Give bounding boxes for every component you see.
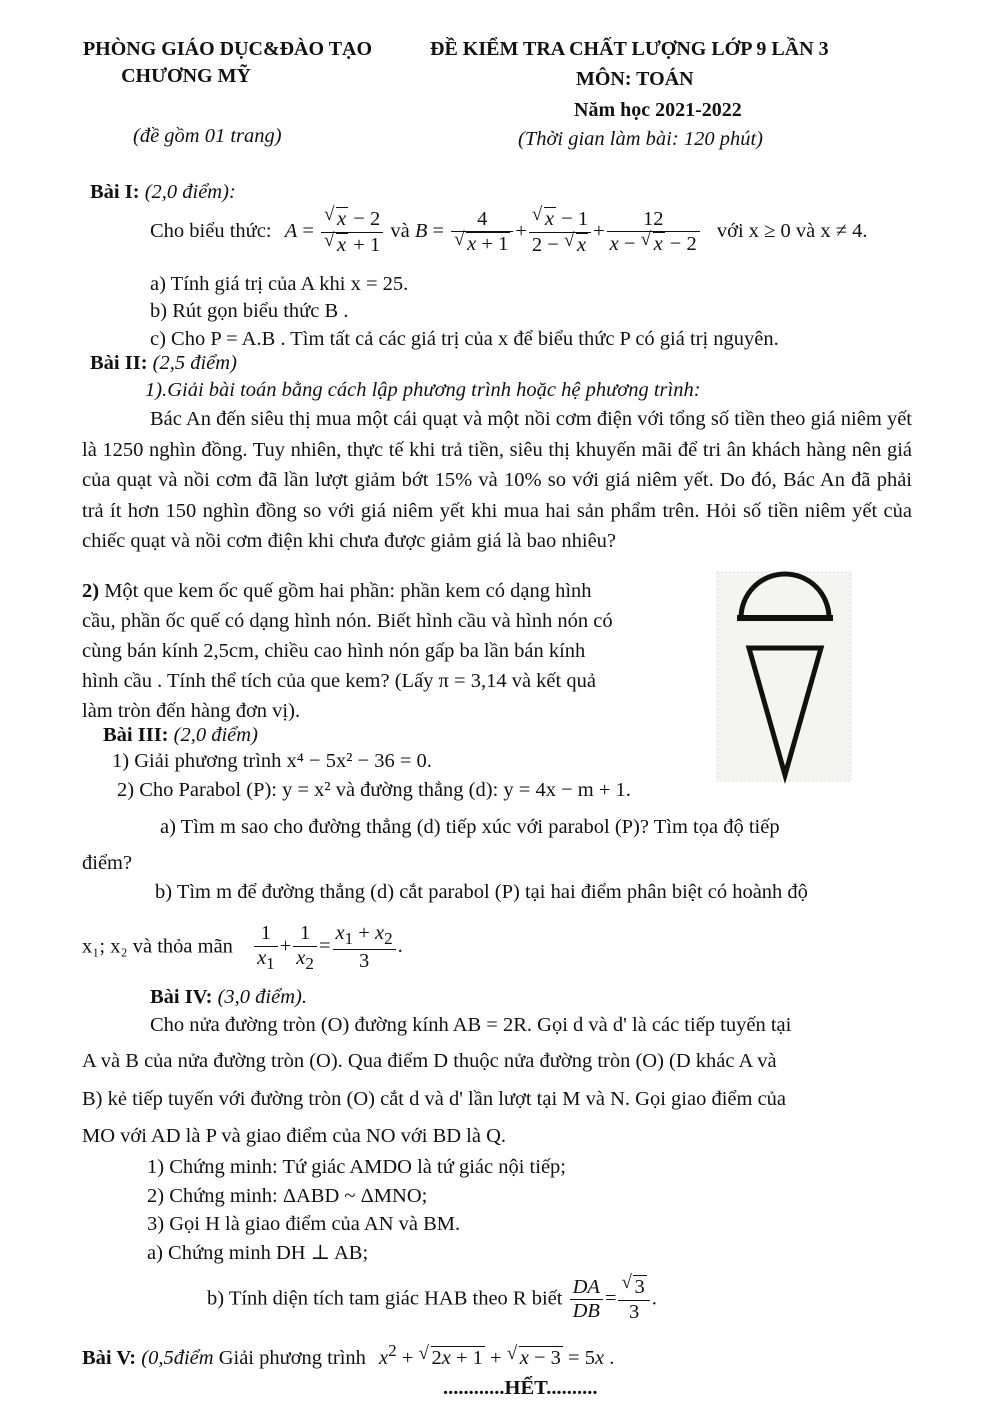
bai2-part2-line4: hình cầu . Tính thể tích của que kem? (Lấy π = 3,14 và kết quả	[82, 670, 596, 692]
bai4-q3: 3) Gọi H là giao điểm của AN và BM.	[147, 1213, 461, 1235]
bai3-qa-line1: a) Tìm m sao cho đường thẳng (d) tiếp xúc với parabol (P)? Tìm tọa độ tiếp	[160, 816, 780, 838]
bai3-points: (2,0 điểm)	[173, 724, 258, 746]
fraction-A: √ x − 2 √ x + 1	[321, 207, 383, 257]
bai1-intro: Cho biểu thức:	[150, 219, 272, 242]
bai1-and: và	[390, 219, 410, 242]
bai3-qa-line2: điểm?	[82, 852, 133, 874]
bai1-part-c: c) Cho P = A.B . Tìm tất cả các giá trị của x để biểu thức P có giá trị nguyên.	[150, 328, 779, 350]
bai1-part-a: a) Tính giá trị của A khi x = 25.	[150, 273, 409, 295]
bai4-points: (3,0 điểm).	[217, 986, 307, 1008]
page-count-note: (đề gồm 01 trang)	[133, 125, 282, 147]
bai2-part2-line2: cầu, phần ốc quế có dạng hình nón. Biết hình cầu và hình nón có	[82, 610, 613, 632]
bai2-part2-line1: Một que kem ốc quế gồm hai phần: phần kem có dạng hình	[104, 580, 592, 602]
bai5-equation: $x^2$ + √ 2x + 1 + √ x − 3 = 5x .	[379, 1347, 614, 1369]
bai4-line4: MO với AD là P và giao điểm của NO với BD là Q.	[82, 1125, 507, 1147]
bai4-qb: b) Tính diện tích tam giác HAB theo R biết $\frac{DA}{DB}$ = √ $\frac{3}{3}$ .	[207, 1275, 657, 1324]
bai3-qb-line1: b) Tìm m để đường thẳng (d) cắt parabol (P) tại hai điểm phân biệt có hoành độ	[155, 881, 808, 903]
bai1-part-b: b) Rút gọn biểu thức B .	[150, 300, 349, 322]
bai2-part2	[82, 576, 613, 726]
bai4-line2: A và B của nửa đường tròn (O). Qua điểm D thuộc nửa đường tròn (O) (D khác A và	[82, 1050, 777, 1072]
bai5	[82, 1340, 614, 1371]
bai2-part2-line5: làm tròn đến hàng đơn vị).	[82, 700, 301, 722]
end-marker: ............HẾT..........	[443, 1377, 598, 1399]
bai2-part2-line3: cùng bán kính 2,5cm, chiều cao hình nón gấp ba lần bán kính	[82, 640, 586, 662]
bai4-line1: Cho nửa đường tròn (O) đường kính AB = 2R. Gọi d và d' là các tiếp tuyến tại	[150, 1014, 792, 1036]
time-note: (Thời gian làm bài: 120 phút)	[518, 128, 763, 150]
school-year: Năm học 2021-2022	[574, 99, 742, 121]
bai3-qb-text: x₁; x₂ và thỏa mãn	[82, 935, 233, 958]
bai5-text: Giải phương trình	[218, 1346, 366, 1369]
bai1-heading	[90, 180, 236, 206]
bai3-heading	[103, 723, 258, 749]
bai2-title: Bài II:	[90, 352, 148, 374]
bai2-part1-text: Bác An đến siêu thị mua một cái quạt và một nồi cơm điện với tổng số tiền theo giá niêm yết là 1250 nghìn đồng. Tuy nhiên, thực tế khi trả tiền, siêu thị khuyến mãi để tri ân khách hàng nên giá của quạt và nồi cơm đã lần lượt giảm bớt 15% và 10% so với giá niêm yết. Do đó, Bác An đã phải trả ít hơn 150 nghìn đồng so với giá niêm yết khi mua hai sản phẩm trên. Hỏi số tiền niêm yết của chiếc quạt và nồi cơm điện khi chưa được giảm giá là bao nhiêu?	[82, 408, 912, 552]
bai4-title: Bài IV:	[150, 986, 213, 1008]
bai2-points: (2,5 điểm)	[152, 352, 237, 374]
bai2-part1-title: 1).Giải bài toán bằng cách lập phương trình hoặc hệ phương trình:	[145, 379, 701, 401]
bai4-line3: B) kẻ tiếp tuyến với đường tròn (O) cắt d và d' lần lượt tại M và N. Gọi giao điểm của	[82, 1088, 787, 1110]
bai3-q1: 1) Giải phương trình x⁴ − 5x² − 36 = 0.	[112, 750, 432, 772]
bai4-heading	[150, 985, 307, 1011]
bai1-title: Bài I:	[90, 181, 140, 203]
bai3-q2: 2) Cho Parabol (P): y = x² và đường thẳng (d): y = 4x − m + 1.	[117, 779, 631, 801]
bai1-expression: Cho biểu thức: A = √ x − 2 √ x + 1 và B = 4 √ x + 1 + √ $\frac{x - 1}{2 - √ x}$ + $\frac{12}{x - √ x - 2}$ với x ≥ 0 và x ≠ 4.	[150, 207, 868, 257]
bai2-heading	[90, 351, 237, 377]
bai3-qb-equation: $\frac{1}{x_1}$ + $\frac{1}{x_2}$ = $\frac{x_1 + x_2}{3}$ .	[252, 935, 403, 957]
district-name: CHƯƠNG MỸ	[121, 65, 251, 87]
bai4-qb-text: b) Tính diện tích tam giác HAB theo R biết	[207, 1287, 563, 1310]
school-name: PHÒNG GIÁO DỤC&ĐÀO TẠO	[82, 38, 373, 60]
bai3-qb-line2	[82, 922, 403, 973]
bai5-title: Bài V:	[82, 1346, 137, 1369]
subject: MÔN: TOÁN	[576, 68, 694, 90]
bai4-q1: 1) Chứng minh: Tứ giác AMDO là tứ giác nội tiếp;	[147, 1156, 566, 1178]
ice-cream-cone-figure	[715, 570, 855, 785]
bai2-part2-number: 2)	[82, 580, 100, 602]
exam-title: ĐỀ KIỂM TRA CHẤT LƯỢNG LỚP 9 LẦN 3	[430, 38, 829, 60]
bai1-points: (2,0 điểm):	[144, 181, 236, 203]
bai3-title: Bài III:	[103, 724, 169, 746]
bai4-qa: a) Chứng minh DH ⊥ AB;	[147, 1242, 369, 1264]
bai1-condition: với x ≥ 0 và x ≠ 4.	[716, 219, 868, 242]
bai5-points: (0,5điểm	[141, 1346, 214, 1369]
bai4-q2: 2) Chứng minh: ΔABD ~ ΔMNO;	[147, 1185, 428, 1207]
